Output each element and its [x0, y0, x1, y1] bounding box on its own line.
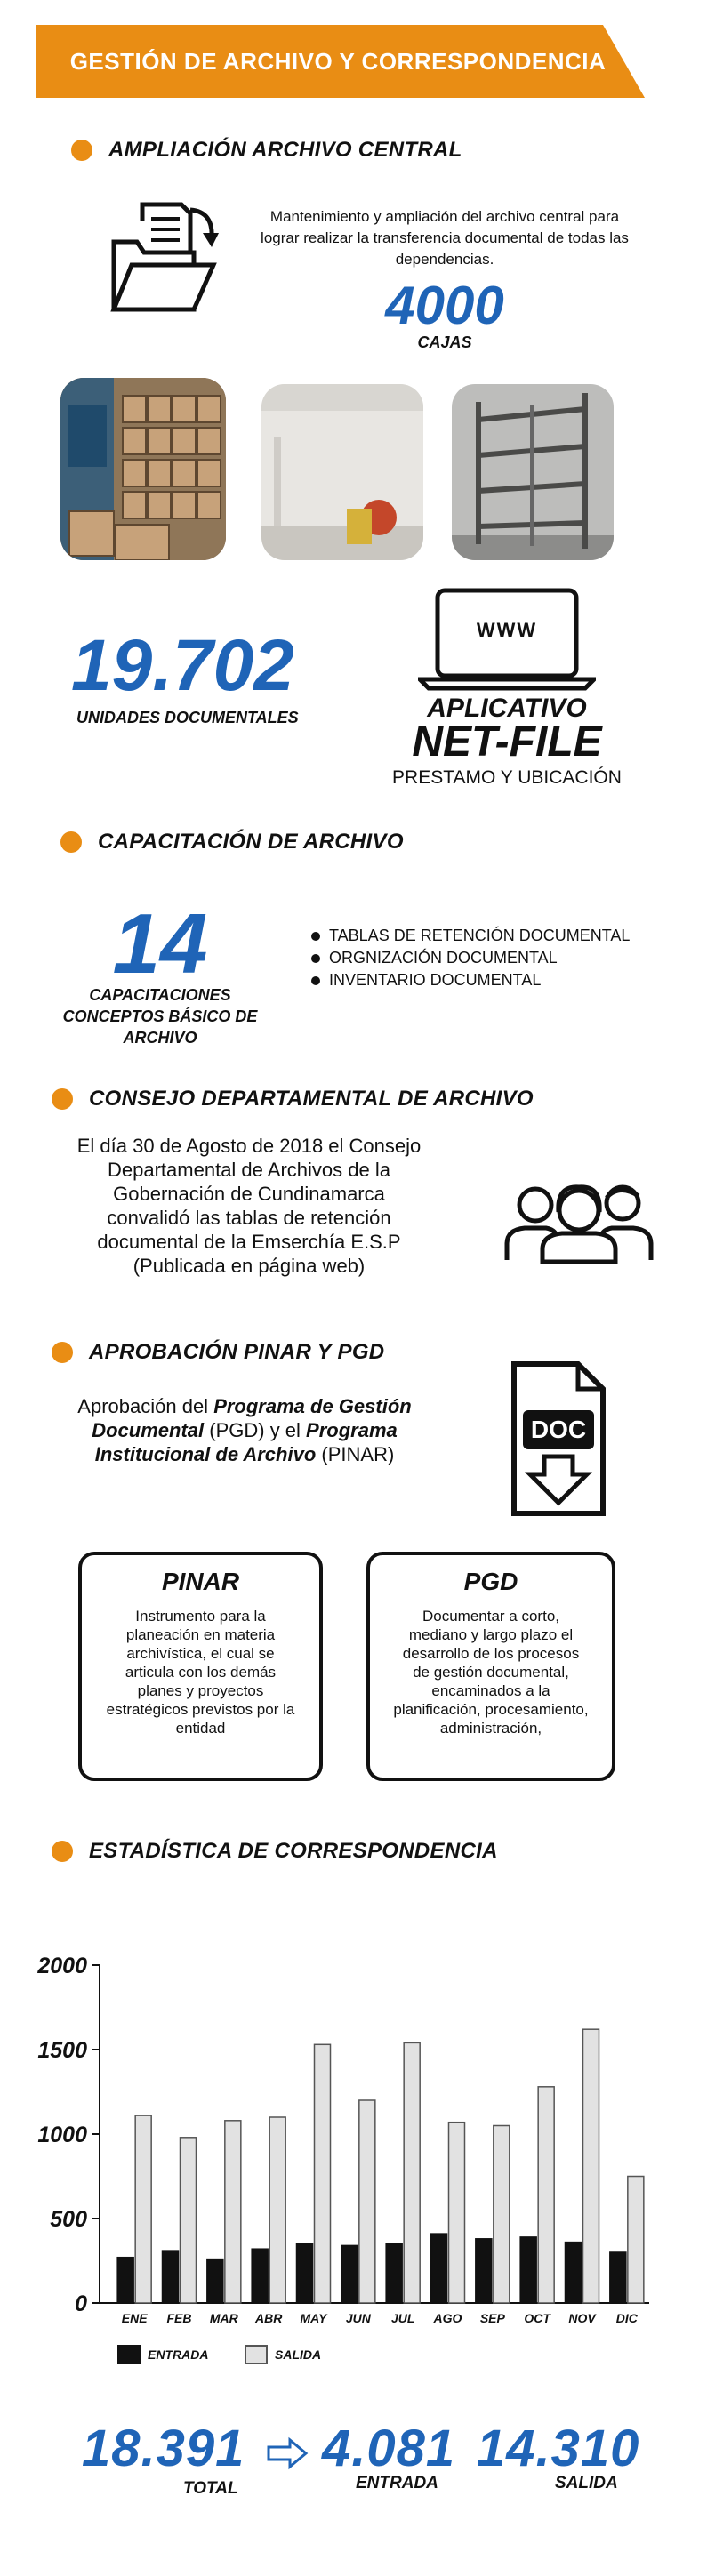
x-tick-label: ENE	[121, 2311, 148, 2325]
consejo-line: convalidó las tablas de retención	[107, 1207, 391, 1229]
consejo-line: El día 30 de Agosto de 2018 el Consejo	[76, 1135, 422, 1157]
entrada-label: ENTRADA	[356, 2474, 438, 2492]
salida-label: SALIDA	[555, 2474, 618, 2492]
bullet-dot	[52, 1342, 73, 1363]
training-count: 14	[112, 896, 208, 991]
total-label: TOTAL	[183, 2479, 238, 2498]
total-value: 18.391	[82, 2420, 245, 2477]
bar-entrada	[163, 2251, 179, 2303]
consejo-text	[44, 1134, 454, 1278]
photo-archive-room	[60, 378, 226, 560]
bar-salida	[315, 2044, 331, 2303]
bar-entrada	[476, 2239, 492, 2303]
section-ampliacion-heading	[71, 138, 462, 163]
app-prefix: APLICATIVO	[427, 694, 587, 723]
y-tick-label: 500	[50, 2207, 87, 2232]
text-bold-part: Programa	[306, 1419, 398, 1441]
y-tick-label: 1000	[37, 2123, 87, 2147]
pinar-title: PINAR	[161, 1568, 240, 1595]
bar-salida	[404, 2042, 420, 2303]
bullet-dot	[52, 1841, 73, 1862]
correspondence-chart	[0, 1930, 707, 2339]
photo-shelves	[452, 384, 614, 560]
training-label: CAPACITACIONES CONCEPTOS BÁSICO DE ARCHIVO	[62, 986, 258, 1047]
units-count: 19.702	[71, 625, 294, 706]
bar-entrada	[520, 2237, 536, 2303]
topic-item: ORGNIZACIÓN DOCUMENTAL	[309, 947, 683, 969]
bullet-dot	[71, 140, 92, 161]
x-tick-label: FEB	[166, 2311, 192, 2325]
consejo-line: Gobernación de Cundinamarca	[113, 1183, 385, 1205]
bar-entrada	[610, 2252, 626, 2303]
bar-entrada	[252, 2249, 268, 2303]
x-tick-label: DIC	[615, 2311, 638, 2325]
x-tick-label: SEP	[479, 2311, 505, 2325]
text-part: Aprobación del	[77, 1395, 214, 1417]
salida-value: 14.310	[477, 2420, 640, 2477]
bar-salida	[538, 2087, 554, 2303]
consejo-line: Departamental de Archivos de la	[108, 1159, 390, 1181]
units-label: UNIDADES DOCUMENTALES	[76, 709, 299, 726]
page-title: GESTIÓN DE ARCHIVO Y CORRESPONDENCIA	[69, 48, 607, 75]
legend-swatch-entrada	[117, 2345, 141, 2364]
topic-item: INVENTARIO DOCUMENTAL	[309, 969, 683, 991]
pgd-box	[366, 1552, 615, 1781]
bar-salida	[494, 2126, 510, 2304]
bullet-dot	[60, 831, 82, 853]
section-aprobacion-heading	[52, 1340, 384, 1365]
bar-salida	[269, 2117, 285, 2303]
pgd-text: Documentar a corto, mediano y largo plazo el desarrollo de los procesos de gestión documental, encaminados a la planificación, procesamiento, administración,	[393, 1608, 589, 1737]
x-tick-label: NOV	[568, 2311, 596, 2325]
boxes-label: CAJAS	[417, 333, 472, 351]
app-name: NET-FILE	[412, 718, 602, 766]
x-tick-label: MAR	[209, 2311, 238, 2325]
bar-entrada	[431, 2234, 447, 2303]
bar-salida	[628, 2177, 644, 2304]
x-tick-label: OCT	[524, 2311, 550, 2325]
bar-salida	[135, 2115, 151, 2303]
laptop-screen-text: WWW	[476, 619, 538, 641]
x-tick-label: JUL	[390, 2311, 415, 2325]
bar-entrada	[341, 2245, 358, 2303]
bar-entrada	[297, 2244, 313, 2304]
text-bold-part: Programa de Gestión	[213, 1395, 412, 1417]
legend-label-entrada: ENTRADA	[148, 2347, 209, 2362]
bar-entrada	[207, 2259, 223, 2303]
chart-svg	[0, 1930, 707, 2339]
entrada-value: 4.081	[322, 2420, 456, 2477]
y-tick-label: 0	[75, 2291, 87, 2316]
bar-salida	[359, 2100, 375, 2303]
x-tick-label: JUN	[345, 2311, 371, 2325]
photo-empty-room	[261, 384, 423, 560]
header-banner	[36, 25, 645, 98]
archive-folder-icon	[105, 197, 221, 322]
section-title: ESTADÍSTICA DE CORRESPONDENCIA	[89, 1839, 498, 1863]
bar-salida	[225, 2121, 241, 2303]
text-bold-part: Institucional de Archivo	[94, 1443, 317, 1465]
ampliacion-description: Mantenimiento y ampliación del archivo central para lograr realizar la transferencia documental de todas las dependencias.	[261, 208, 629, 268]
section-title: AMPLIACIÓN ARCHIVO CENTRAL	[108, 138, 462, 162]
bar-salida	[449, 2123, 465, 2303]
consejo-line: (Publicada en página web)	[133, 1255, 366, 1277]
text-bold-part: Documental	[92, 1419, 205, 1441]
bullet-dot	[52, 1088, 73, 1110]
boxes-count: 4000	[385, 276, 504, 335]
text-part: (PINAR)	[316, 1443, 395, 1465]
text-part: (PGD) y el	[204, 1419, 307, 1441]
legend-label-salida: SALIDA	[275, 2347, 322, 2362]
section-consejo-heading	[52, 1087, 534, 1111]
section-estadistica-heading	[52, 1839, 498, 1864]
training-topics	[309, 925, 683, 991]
people-group-icon	[503, 1178, 655, 1264]
section-title: APROBACIÓN PINAR Y PGD	[89, 1340, 385, 1364]
pinar-text: Instrumento para la planeación en materia archivística, el cual se articula con los demás planes y proyectos estratégicos previstos por la entidad	[106, 1608, 295, 1737]
bar-entrada	[566, 2243, 582, 2303]
x-tick-label: MAY	[300, 2311, 327, 2325]
x-tick-label: AGO	[433, 2311, 462, 2325]
y-tick-label: 2000	[37, 1954, 87, 1978]
pinar-box	[78, 1552, 323, 1781]
bar-entrada	[117, 2258, 133, 2303]
pgd-title: PGD	[463, 1568, 518, 1595]
bar-salida	[583, 2029, 599, 2303]
section-title: CONSEJO DEPARTAMENTAL DE ARCHIVO	[89, 1087, 534, 1111]
arrow-right-icon	[265, 2436, 309, 2470]
legend-swatch-salida	[245, 2345, 268, 2364]
section-title: CAPACITACIÓN DE ARCHIVO	[98, 830, 404, 854]
aprobacion-text	[53, 1394, 436, 1466]
consejo-line: documental de la Emserchía E.S.P	[97, 1231, 401, 1253]
doc-label: DOC	[530, 1416, 587, 1443]
x-tick-label: ABR	[254, 2311, 283, 2325]
topic-item: TABLAS DE RETENCIÓN DOCUMENTAL	[309, 925, 683, 947]
y-tick-label: 1500	[37, 2038, 87, 2063]
bar-salida	[181, 2138, 197, 2303]
section-capacitacion-heading	[60, 830, 404, 855]
app-subtitle: PRESTAMO Y UBICACIÓN	[392, 767, 622, 788]
bar-entrada	[386, 2244, 402, 2304]
